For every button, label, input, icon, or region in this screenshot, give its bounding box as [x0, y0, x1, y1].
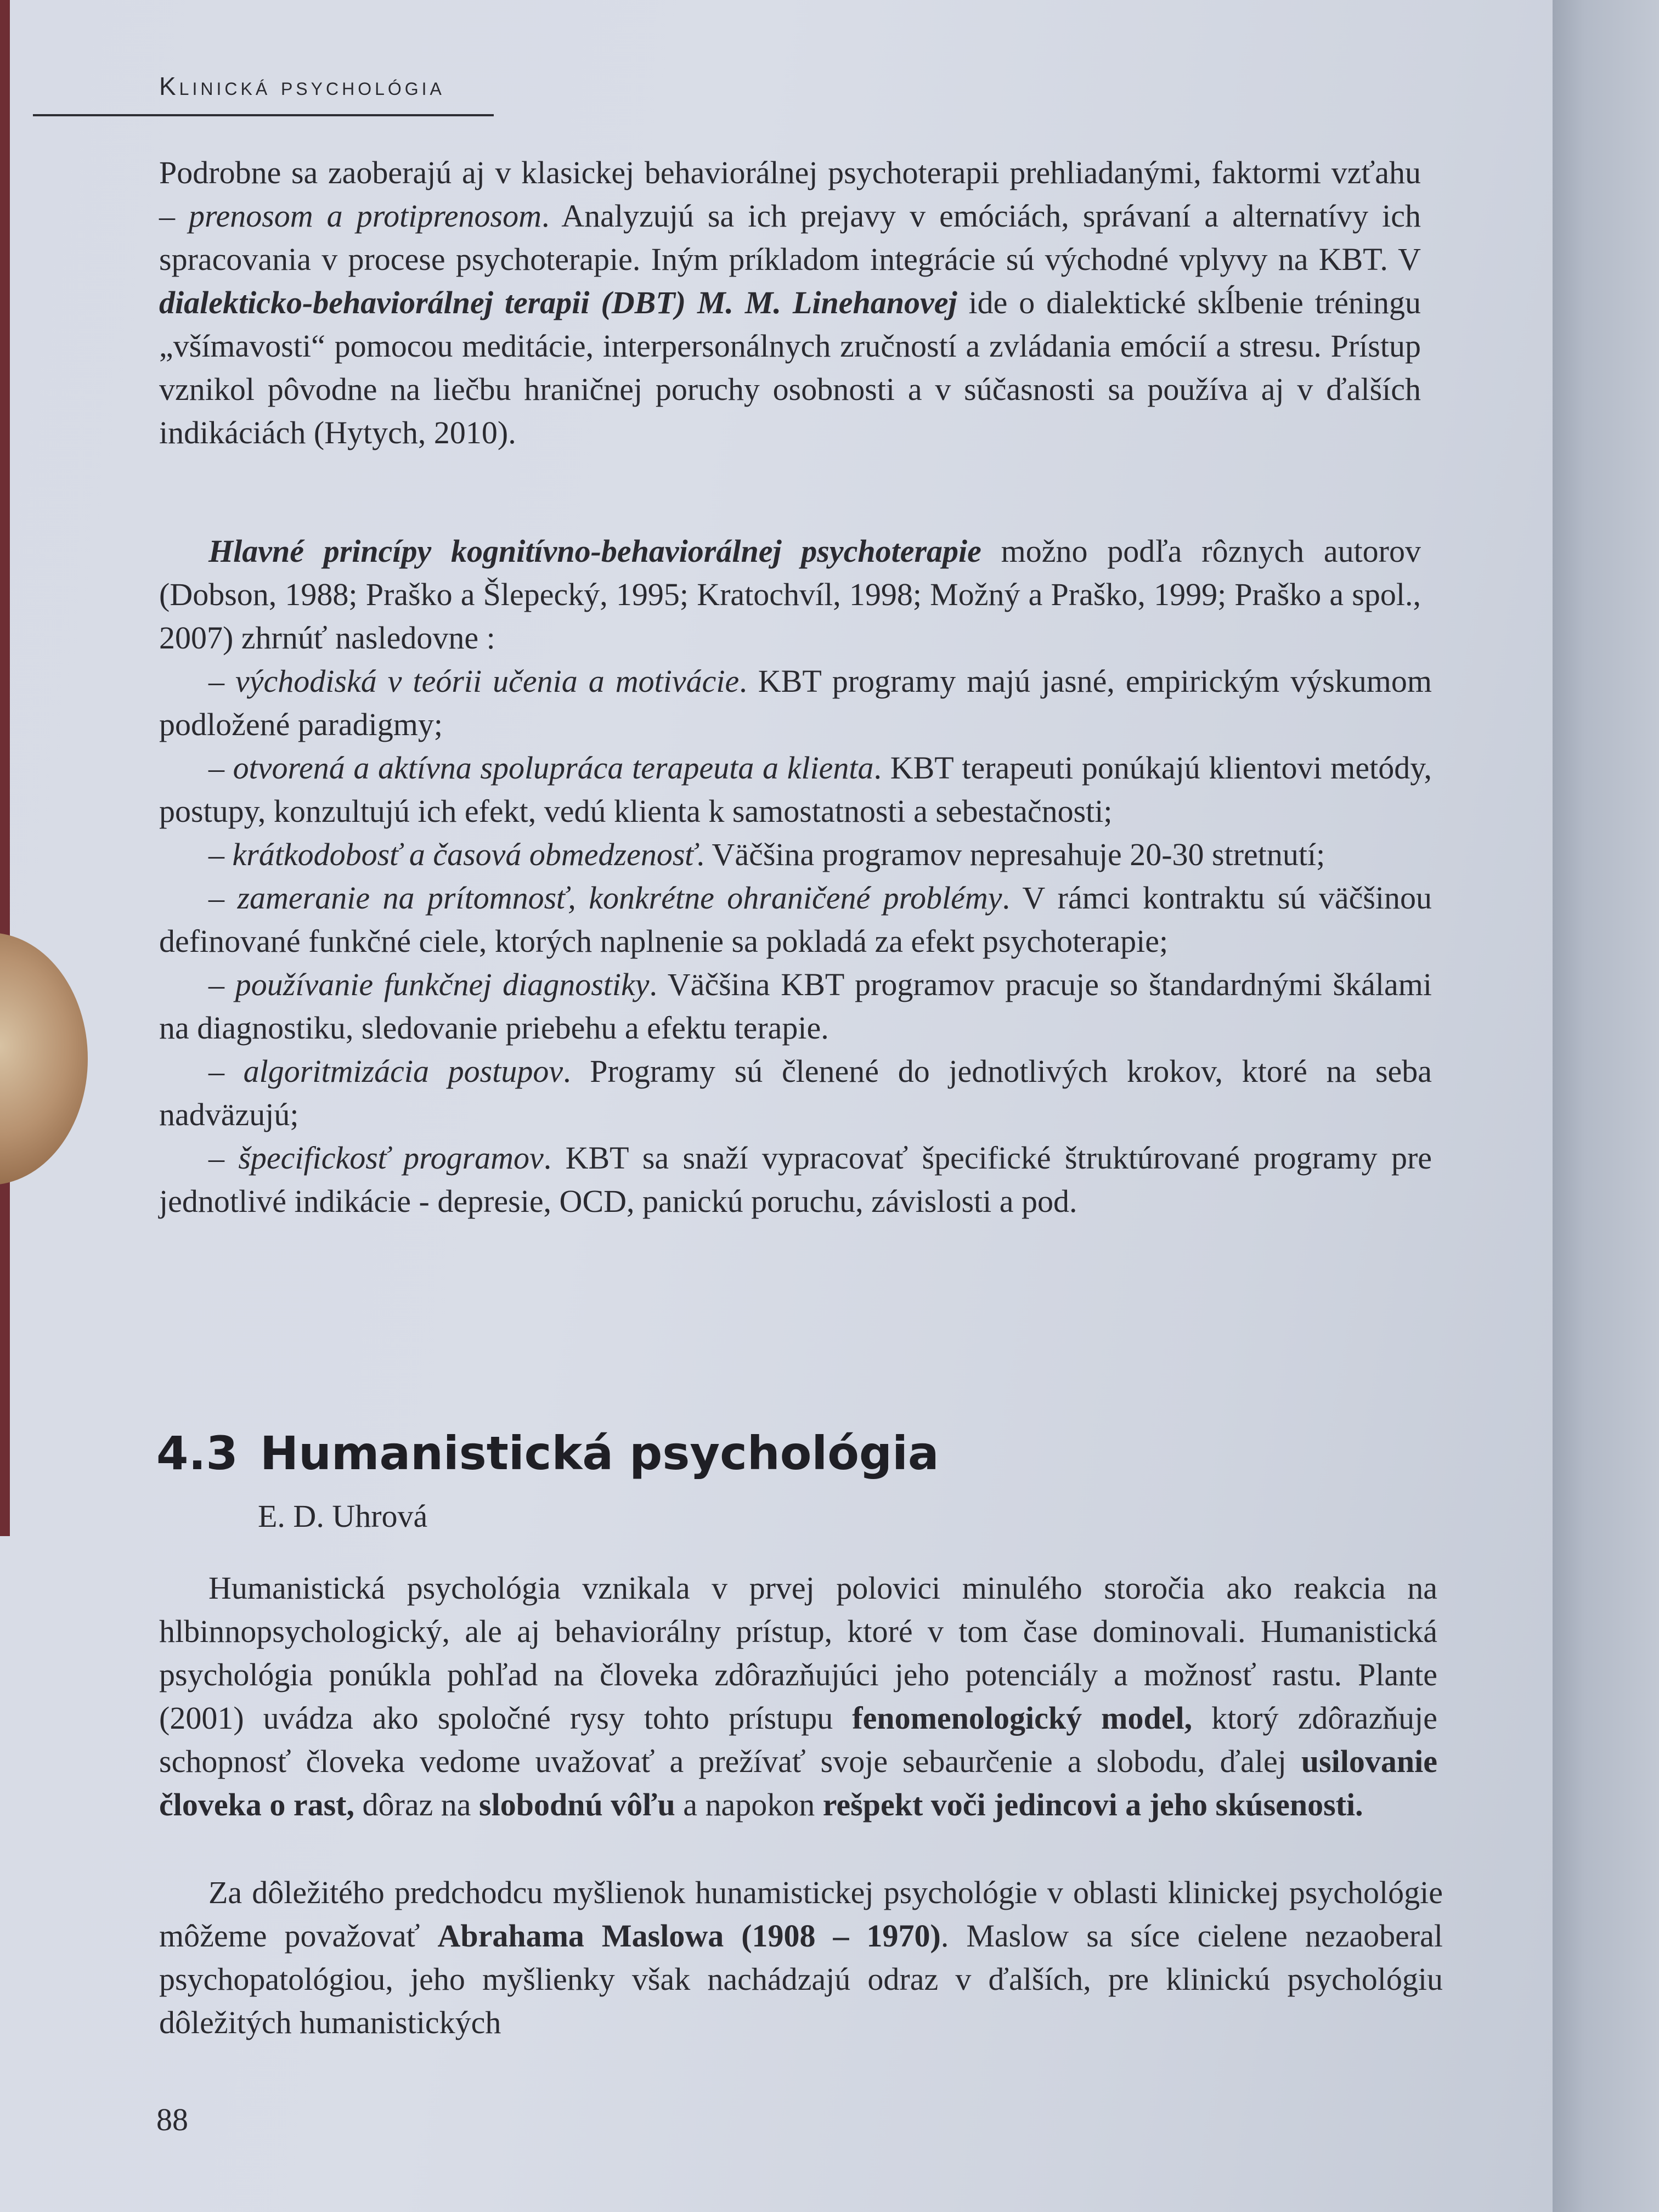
item-title: krátkodobosť a časová obmedzenosť — [232, 837, 697, 872]
item-text: . Väčšina KBT programov pracuje so štandardnými škálami na diagnostiku, sledovanie priebehu a efektu terapie. — [159, 967, 1432, 1046]
text-run: . Analyzujú sa ich prejavy v emóciách, správaní a alternatívy ich spracovania v procese psychoterapie. Iným príkladom integrácie sú východné vplyvy na KBT. V — [159, 198, 1421, 277]
text-run: . Maslow sa síce cielene nezaoberal psychopatológiou, jeho myšlienky však nachádzajú odraz v ďalších, pre klinickú psychológiu dôležitých humanistických — [159, 1918, 1443, 2040]
list-item: – zameranie na prítomnosť, konkrétne ohraničené problémy. V rámci kontraktu sú väčšinou definované funkčné ciele, ktorých naplnenie sa pokladá za efekt psychoterapie; — [159, 880, 1432, 959]
item-title: zameranie na prítomnosť, konkrétne ohraničené problémy — [237, 880, 1002, 916]
list-item: – algoritmizácia postupov. Programy sú členené do jednotlivých krokov, ktoré na seba nadväzujú; — [159, 1053, 1432, 1132]
item-text: . V rámci kontraktu sú väčšinou definované funkčné ciele, ktorých naplnenie sa pokladá za efekt psychoterapie; — [159, 880, 1432, 959]
list-item: – krátkodobosť a časová obmedzenosť. Väčšina programov nepresahuje 20-30 stretnutí; — [208, 837, 1325, 872]
list-item: – východiská v teórii učenia a motivácie. KBT programy majú jasné, empirickým výskumom podložené paradigmy; — [159, 663, 1432, 742]
bold-italic-run: dialekticko-behaviorálnej terapii (DBT) M. M. Linehanovej — [159, 285, 957, 320]
page-number: 88 — [156, 2102, 188, 2137]
bold-run: rešpekt voči jedincovi a jeho skúsenosti. — [822, 1787, 1363, 1822]
item-text: . Väčšina programov nepresahuje 20-30 stretnutí; — [696, 837, 1325, 872]
bold-run: Abrahama Maslowa (1908 – 1970) — [437, 1918, 941, 1954]
text-run: ktorý zdôrazňuje schopnosť človeka vedome uvažovať a prežívať svoje sebaurčenie a slobodu, ďalej — [159, 1700, 1437, 1779]
item-text: . KBT sa snaží vypracovať špecifické štruktúrované programy pre jednotlivé indikácie - depresie, OCD, panickú poruchu, závislosti a pod. — [159, 1140, 1432, 1219]
text-run: dôraz na — [354, 1787, 479, 1822]
text-run: možno podľa rôznych autorov (Dobson, 1988; Praško a Šlepecký, 1995; Kratochvíl, 1998; Možný a Praško, 1999; Praško a spol., 2007) zhrnúť nasledovne : — [159, 533, 1421, 656]
bold-run: usilovanie človeka o rast, — [159, 1743, 1437, 1822]
item-title: východiská v teórii učenia a motivácie — [235, 663, 740, 699]
text-run: Za dôležitého predchodcu myšlienok hunamistickej psychológie v oblasti klinickej psychológie môžeme považovať — [159, 1875, 1443, 1954]
item-text: . KBT programy majú jasné, empirickým výskumom podložené paradigmy; — [159, 663, 1432, 742]
section-author: E. D. Uhrová — [258, 1498, 428, 1534]
text-run: Podrobne sa zaoberajú aj v klasickej behaviorálnej psychoterapii prehliadanými, faktormi vzťahu – — [159, 155, 1421, 234]
item-title: otvorená a aktívna spolupráca terapeuta a klienta — [233, 750, 874, 786]
paragraph-humanistic — [159, 1566, 1437, 1826]
text-run: ide o dialektické skĺbenie tréningu „všímavosti“ pomocou meditácie, interpersonálnych zručností a zvládania emócií a stresu. Prístup vznikol pôvodne na liečbu hraničnej poruchy osobnosti a v súčasnosti sa používa aj v ďalších indikáciách (Hytych, 2010). — [159, 285, 1421, 450]
italic-run: prenosom a protiprenosom — [189, 198, 541, 234]
header-rule — [33, 114, 494, 116]
item-text: . Programy sú členené do jednotlivých krokov, ktoré na seba nadväzujú; — [159, 1053, 1432, 1132]
text-run: Humanistická psychológia vznikala v prvej polovici minulého storočia ako reakcia na hlbinnopsychologický, ale aj behaviorálny prístup, ktoré v tom čase dominovali. Humanistická psychológia ponúkla pohľad na človeka zdôrazňujúci jeho potenciály a možnosť rastu. Plante (2001) uvádza ako spoločné rysy tohto prístupu — [159, 1570, 1437, 1736]
bold-run: slobodnú vôľu — [479, 1787, 675, 1822]
item-title: algoritmizácia postupov — [243, 1053, 563, 1089]
item-text: . KBT terapeuti ponúkajú klientovi metódy, postupy, konzultujú ich efekt, vedú klienta k samostatnosti a sebestačnosti; — [159, 750, 1432, 829]
principles-list — [159, 659, 1432, 1223]
bold-run: fenomenologický model, — [852, 1700, 1193, 1736]
bold-italic-run: Hlavné princípy kognitívno-behaviorálnej psychoterapie — [208, 533, 981, 569]
paragraph-principles-intro — [159, 529, 1421, 659]
list-item: – otvorená a aktívna spolupráca terapeuta a klienta. KBT terapeuti ponúkajú klientovi metódy, postupy, konzultujú ich efekt, vedú klienta k samostatnosti a sebestačnosti; — [159, 750, 1432, 829]
item-title: používanie funkčnej diagnostiky — [235, 967, 650, 1002]
section-title: Humanistická psychológia — [259, 1426, 939, 1480]
book-binding — [0, 0, 10, 1536]
text-run: a napokon — [675, 1787, 823, 1822]
list-item: – používanie funkčnej diagnostiky. Väčšina KBT programov pracuje so štandardnými škálami na diagnostiku, sledovanie priebehu a efektu terapie. — [159, 967, 1432, 1046]
running-head: Klinická psychológia — [159, 72, 445, 100]
section-heading — [156, 1426, 939, 1480]
paragraph-maslow — [159, 1871, 1443, 2044]
item-title: špecifickosť programov — [238, 1140, 544, 1176]
section-number: 4.3 — [156, 1426, 238, 1480]
paragraph-dbt — [159, 151, 1421, 454]
next-page-edge — [1553, 0, 1659, 2212]
list-item: – špecifickosť programov. KBT sa snaží vypracovať špecifické štruktúrované programy pre jednotlivé indikácie - depresie, OCD, panickú poruchu, závislosti a pod. — [159, 1140, 1432, 1219]
